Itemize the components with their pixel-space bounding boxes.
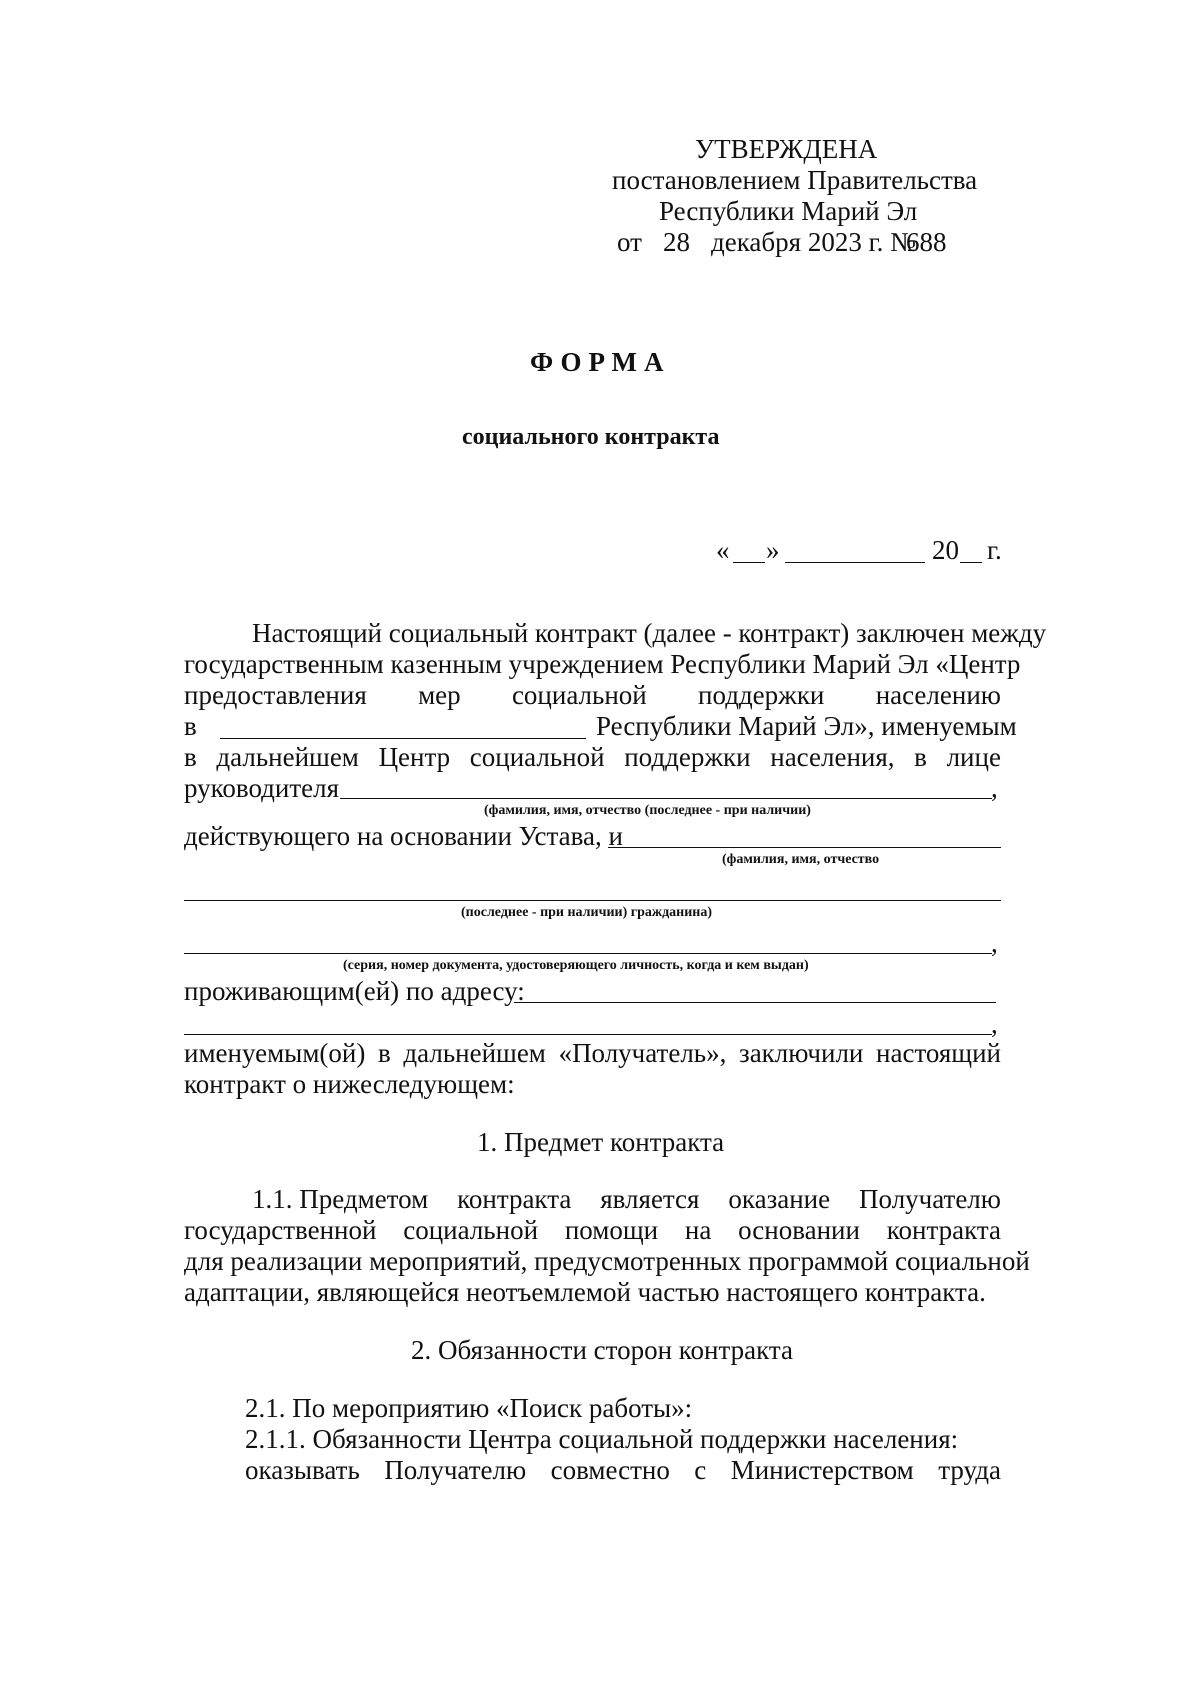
section1-line3: для реализации мероприятий, предусмотренных программой социальной — [184, 1246, 1030, 1276]
form-subtitle: социального контракта — [462, 424, 720, 450]
date-day-blank — [733, 562, 765, 563]
caption-citizen: (последнее - при наличии) гражданина) — [461, 905, 713, 920]
section1-line4: адаптации, являющейся неотъемлемой частью настоящего контракта. — [184, 1277, 986, 1307]
intro-line3: предоставления мер социальной поддержки населению — [184, 680, 1001, 710]
caption-fio2: (фамилия, имя, отчество — [722, 852, 880, 867]
form-title: ФОРМА — [530, 347, 671, 377]
director-name-blank — [340, 798, 992, 799]
intro-line4-prefix: в — [184, 711, 197, 741]
section1-line1: 1.1. Предметом контракта является оказание Получателю — [252, 1184, 1001, 1214]
intro-end-line1: именуемым(ой) в дальнейшем «Получатель», заключили настоящий — [184, 1038, 1001, 1068]
approval-day: 28 — [663, 227, 690, 257]
director-name-comma: , — [991, 773, 998, 803]
intro-line5: в дальнейшем Центр социальной поддержки населения, в лице — [184, 742, 1001, 772]
section1-heading: 1. Предмет контракта — [477, 1127, 725, 1157]
intro-line7-prefix: действующего на основании Устава, и — [184, 821, 623, 851]
item-2-1: 2.1. По мероприятию «Поиск работы»: — [245, 1393, 693, 1423]
center-district-blank — [220, 738, 586, 739]
approval-line2: Республики Марий Эл — [659, 196, 918, 226]
address-comma: , — [991, 1009, 998, 1039]
date-year-blank — [960, 562, 982, 563]
section2-last-line: оказывать Получателю совместно с Министерством труда — [245, 1455, 1001, 1485]
address-blank — [514, 1002, 996, 1003]
address-prefix: проживающим(ей) по адресу: — [184, 976, 525, 1006]
intro-line6-prefix: руководителя — [184, 773, 340, 803]
document-blank — [184, 953, 992, 954]
item-2-1-1: 2.1.1. Обязанности Центра социальной поддержки населения: — [245, 1424, 959, 1454]
intro-line4-suffix: Республики Марий Эл», именуемым — [596, 711, 1017, 741]
approval-month-year: декабря 2023 г. № — [711, 227, 916, 257]
date-year-prefix: 20 — [932, 535, 959, 565]
document-comma: , — [991, 928, 998, 958]
approval-date-prefix: от — [617, 227, 642, 257]
approval-number: 688 — [906, 227, 947, 257]
intro-end-line2: контракт о нижеследующем: — [184, 1069, 515, 1099]
approval-line1: постановлением Правительства — [612, 165, 978, 195]
intro-line2: государственным казенным учреждением Республики Марий Эл «Центр — [184, 649, 1021, 679]
section2-heading: 2. Обязанности сторон контракта — [411, 1335, 793, 1365]
date-year-suffix: г. — [987, 535, 1002, 565]
date-open-quote: « — [716, 535, 730, 565]
approval-title: УТВЕРЖДЕНА — [695, 134, 878, 164]
intro-line1: Настоящий социальный контракт (далее - контракт) заключен между — [252, 618, 1047, 648]
caption-fio: (фамилия, имя, отчество (последнее - при наличии) — [484, 803, 811, 818]
section1-line2: государственной социальной помощи на основании контракта — [184, 1215, 1001, 1245]
caption-document: (серия, номер документа, удостоверяющего личность, когда и кем выдан) — [343, 958, 809, 973]
address-blank-2 — [184, 1034, 992, 1035]
date-month-blank — [785, 562, 925, 563]
date-close-quote: » — [766, 535, 780, 565]
citizen-name-blank-2 — [184, 900, 1001, 901]
citizen-name-blank — [608, 847, 1001, 848]
